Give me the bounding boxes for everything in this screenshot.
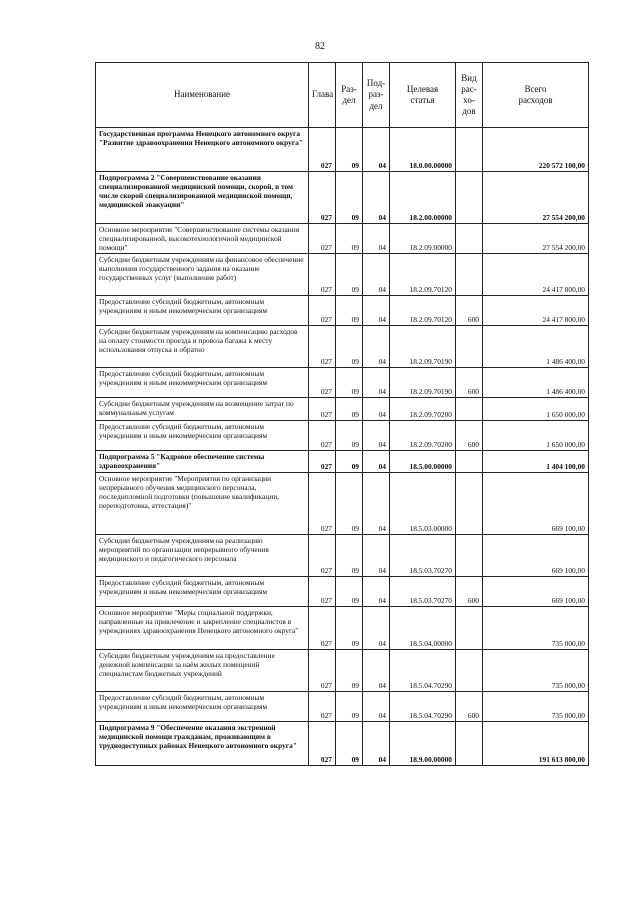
row-glava-cell: 027 xyxy=(309,692,336,722)
row-glava-cell: 027 xyxy=(309,650,336,692)
row-glava-cell: 027 xyxy=(309,722,336,766)
row-podrazdel-cell: 04 xyxy=(363,128,390,172)
row-vid-cell xyxy=(456,254,483,296)
header-vid-text: Вид рас- хо- дов xyxy=(461,72,477,117)
row-vid-cell xyxy=(456,451,483,473)
row-razdel-cell: 09 xyxy=(336,254,363,296)
row-podrazdel-cell: 04 xyxy=(363,473,390,535)
row-razdel-cell: 09 xyxy=(336,224,363,254)
header-name-text: Наименование xyxy=(173,89,231,100)
row-celevaya-cell: 18.5.03.70270 xyxy=(390,535,456,577)
table-row xyxy=(96,398,589,421)
row-celevaya-cell: 18.0.00.00000 xyxy=(390,128,456,172)
row-razdel-cell: 09 xyxy=(336,451,363,473)
row-podrazdel-cell: 04 xyxy=(363,535,390,577)
row-razdel-cell: 09 xyxy=(336,368,363,398)
row-razdel-cell: 09 xyxy=(336,650,363,692)
row-celevaya-cell: 18.5.00.00000 xyxy=(390,451,456,473)
budget-table xyxy=(95,62,589,766)
row-glava-cell: 027 xyxy=(309,172,336,224)
table-row xyxy=(96,128,589,172)
row-glava-cell: 027 xyxy=(309,254,336,296)
row-total-cell: 735 000,00 xyxy=(483,607,589,650)
row-name-cell: Подпрограмма 2 "Совершенствование оказания специализированной медицинской помощи, скорой, в том числе скорой специализированной медицинской помощи, медицинской эвакуации" xyxy=(96,172,309,224)
table-header-row xyxy=(96,63,589,128)
row-name-cell: Предоставление субсидий бюджетным, автономным учреждениям и иным некоммерческим организациям xyxy=(96,421,309,451)
row-total-cell: 1 650 000,00 xyxy=(483,398,589,421)
row-podrazdel-cell: 04 xyxy=(363,577,390,607)
table-row xyxy=(96,368,589,398)
row-total-cell: 669 100,00 xyxy=(483,473,589,535)
row-razdel-cell: 09 xyxy=(336,326,363,368)
row-razdel-cell: 09 xyxy=(336,128,363,172)
row-total-cell: 1 650 000,00 xyxy=(483,421,589,451)
row-glava-cell: 027 xyxy=(309,398,336,421)
row-celevaya-cell: 18.2.09.70190 xyxy=(390,326,456,368)
row-celevaya-cell: 18.2.09.70200 xyxy=(390,398,456,421)
row-celevaya-cell: 18.2.09.00000 xyxy=(390,224,456,254)
row-name-cell: Субсидии бюджетным учреждениям на финансовое обеспечение выполнения государственного задания на оказание государственных услуг (выполнение работ) xyxy=(96,254,309,296)
row-vid-cell xyxy=(456,722,483,766)
row-glava-cell: 027 xyxy=(309,473,336,535)
row-razdel-cell: 09 xyxy=(336,473,363,535)
header-vid xyxy=(456,63,483,128)
row-celevaya-cell: 18.2.00.00000 xyxy=(390,172,456,224)
row-podrazdel-cell: 04 xyxy=(363,224,390,254)
row-total-cell: 735 000,00 xyxy=(483,650,589,692)
table-row xyxy=(96,535,589,577)
row-total-cell: 24 417 800,00 xyxy=(483,296,589,326)
table-row xyxy=(96,296,589,326)
table-row xyxy=(96,421,589,451)
row-vid-cell xyxy=(456,473,483,535)
row-name-cell: Предоставление субсидий бюджетным, автономным учреждениям и иным некоммерческим организациям xyxy=(96,296,309,326)
row-celevaya-cell: 18.5.03.00000 xyxy=(390,473,456,535)
row-name-cell: Основное мероприятие "Совершенствование системы оказания специализированной, высокотехнологичной медицинской помощи" xyxy=(96,224,309,254)
row-name-cell: Субсидии бюджетным учреждениям на реализацию мероприятий по организации непрерывного обучения медицинского и педагогического персонала xyxy=(96,535,309,577)
row-razdel-cell: 09 xyxy=(336,296,363,326)
row-celevaya-cell: 18.5.03.70270 xyxy=(390,577,456,607)
row-glava-cell: 027 xyxy=(309,326,336,368)
table-row xyxy=(96,451,589,473)
header-glava-text: Глава xyxy=(312,89,334,100)
row-celevaya-cell: 18.2.09.70120 xyxy=(390,296,456,326)
row-total-cell: 669 100,00 xyxy=(483,535,589,577)
table-row xyxy=(96,650,589,692)
row-vid-cell xyxy=(456,398,483,421)
row-vid-cell: 600 xyxy=(456,368,483,398)
row-vid-cell: 600 xyxy=(456,692,483,722)
header-razdel xyxy=(336,63,363,128)
page-number: 82 xyxy=(315,41,325,52)
row-glava-cell: 027 xyxy=(309,451,336,473)
row-name-cell: Предоставление субсидий бюджетным, автономным учреждениям и иным некоммерческим организациям xyxy=(96,577,309,607)
header-glava xyxy=(309,63,336,128)
row-celevaya-cell: 18.2.09.70120 xyxy=(390,254,456,296)
row-total-cell: 669 100,00 xyxy=(483,577,589,607)
row-celevaya-cell: 18.5.04.70290 xyxy=(390,650,456,692)
row-glava-cell: 027 xyxy=(309,577,336,607)
row-podrazdel-cell: 04 xyxy=(363,368,390,398)
table-row xyxy=(96,577,589,607)
row-glava-cell: 027 xyxy=(309,128,336,172)
row-razdel-cell: 09 xyxy=(336,692,363,722)
row-name-cell: Основное мероприятие "Меры социальной поддержки, направленные на привлечение и закрепление специалистов в учреждениях здравоохранения Ненецкого автономного округа" xyxy=(96,607,309,650)
row-total-cell: 191 613 800,00 xyxy=(483,722,589,766)
row-name-cell: Государственная программа Ненецкого автономного округа "Развитие здравоохранения Ненецкого автономного округа" xyxy=(96,128,309,172)
row-razdel-cell: 09 xyxy=(336,172,363,224)
row-vid-cell xyxy=(456,326,483,368)
row-glava-cell: 027 xyxy=(309,296,336,326)
row-vid-cell: 600 xyxy=(456,577,483,607)
row-total-cell: 27 554 200,00 xyxy=(483,172,589,224)
row-celevaya-cell: 18.9.00.00000 xyxy=(390,722,456,766)
header-vsego xyxy=(483,63,589,128)
table-row xyxy=(96,722,589,766)
row-total-cell: 27 554 200,00 xyxy=(483,224,589,254)
table-row xyxy=(96,172,589,224)
row-name-cell: Субсидии бюджетным учреждениям на компенсацию расходов на оплату стоимости проезда и провоза багажа к месту использования отпуска и обратно xyxy=(96,326,309,368)
row-vid-cell: 600 xyxy=(456,296,483,326)
row-celevaya-cell: 18.5.04.00000 xyxy=(390,607,456,650)
row-name-cell: Подпрограмма 5 "Кадровое обеспечение системы здравоохранения" xyxy=(96,451,309,473)
header-vsego-text: Всего расходов xyxy=(518,83,553,105)
row-total-cell: 735 000,00 xyxy=(483,692,589,722)
row-vid-cell xyxy=(456,172,483,224)
row-glava-cell: 027 xyxy=(309,368,336,398)
row-glava-cell: 027 xyxy=(309,607,336,650)
row-glava-cell: 027 xyxy=(309,224,336,254)
row-vid-cell: 600 xyxy=(456,421,483,451)
row-podrazdel-cell: 04 xyxy=(363,722,390,766)
table-row xyxy=(96,607,589,650)
header-podrazdel-text: Под- раз- дел xyxy=(366,78,386,111)
row-podrazdel-cell: 04 xyxy=(363,172,390,224)
row-podrazdel-cell: 04 xyxy=(363,326,390,368)
row-vid-cell xyxy=(456,128,483,172)
row-name-cell: Субсидии бюджетным учреждениям на предоставление денежной компенсации за наём жилых помещений специалистам бюджетных учреждений xyxy=(96,650,309,692)
header-celevaya-text: Целевая статья xyxy=(406,83,439,105)
row-total-cell: 1 486 400,00 xyxy=(483,368,589,398)
row-total-cell: 24 417 800,00 xyxy=(483,254,589,296)
row-podrazdel-cell: 04 xyxy=(363,692,390,722)
row-celevaya-cell: 18.2.09.70200 xyxy=(390,421,456,451)
header-podrazdel xyxy=(363,63,390,128)
row-vid-cell xyxy=(456,224,483,254)
table-row xyxy=(96,224,589,254)
row-name-cell: Подпрограмма 9 "Обеспечение оказания экстренной медицинской помощи гражданам, проживающим в труднодоступных районах Ненецкого автономного округа" xyxy=(96,722,309,766)
header-razdel-text: Раз- дел xyxy=(341,83,357,105)
row-razdel-cell: 09 xyxy=(336,722,363,766)
row-name-cell: Предоставление субсидий бюджетным, автономным учреждениям и иным некоммерческим организациям xyxy=(96,368,309,398)
row-razdel-cell: 09 xyxy=(336,577,363,607)
row-name-cell: Предоставление субсидий бюджетным, автономным учреждениям и иным некоммерческим организациям xyxy=(96,692,309,722)
row-glava-cell: 027 xyxy=(309,421,336,451)
table-row xyxy=(96,254,589,296)
row-celevaya-cell: 18.5.04.70290 xyxy=(390,692,456,722)
row-total-cell: 1 486 400,00 xyxy=(483,326,589,368)
table-row xyxy=(96,473,589,535)
row-razdel-cell: 09 xyxy=(336,607,363,650)
row-vid-cell xyxy=(456,535,483,577)
row-razdel-cell: 09 xyxy=(336,421,363,451)
row-vid-cell xyxy=(456,650,483,692)
row-total-cell: 1 404 100,00 xyxy=(483,451,589,473)
row-celevaya-cell: 18.2.09.70190 xyxy=(390,368,456,398)
header-name xyxy=(96,63,309,128)
row-total-cell: 220 572 100,00 xyxy=(483,128,589,172)
table-row xyxy=(96,326,589,368)
table-body xyxy=(96,128,589,766)
row-podrazdel-cell: 04 xyxy=(363,650,390,692)
row-name-cell: Субсидии бюджетным учреждениям на возмещение затрат по коммунальным услугам xyxy=(96,398,309,421)
row-podrazdel-cell: 04 xyxy=(363,451,390,473)
row-name-cell: Основное мероприятие "Мероприятия по организации непрерывного обучения медицинского персонала, последипломной подготовки (повышение квалификации, переподготовка, аттестация)" xyxy=(96,473,309,535)
row-podrazdel-cell: 04 xyxy=(363,607,390,650)
row-vid-cell xyxy=(456,607,483,650)
row-razdel-cell: 09 xyxy=(336,398,363,421)
row-podrazdel-cell: 04 xyxy=(363,421,390,451)
table-row xyxy=(96,692,589,722)
row-razdel-cell: 09 xyxy=(336,535,363,577)
row-podrazdel-cell: 04 xyxy=(363,398,390,421)
header-celevaya xyxy=(390,63,456,128)
row-glava-cell: 027 xyxy=(309,535,336,577)
row-podrazdel-cell: 04 xyxy=(363,296,390,326)
row-podrazdel-cell: 04 xyxy=(363,254,390,296)
